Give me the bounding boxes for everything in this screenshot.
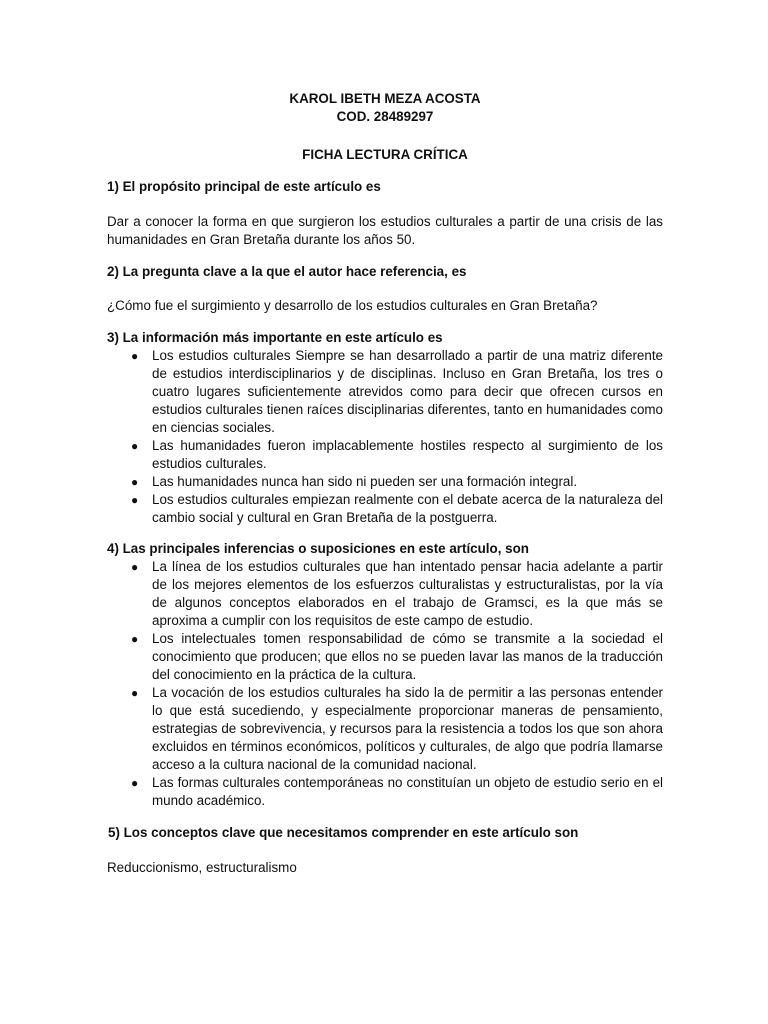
bullet-list-3 xyxy=(107,347,663,527)
list-item xyxy=(107,684,663,774)
section-text-2: ¿Cómo fue el surgimiento y desarrollo de los estudios culturales en Gran Bretaña? xyxy=(107,298,598,313)
list-item xyxy=(107,630,663,684)
list-item xyxy=(107,347,663,437)
list-item-text: Los intelectuales tomen responsabilidad de cómo se transmite a la sociedad el conocimiento que producen; que ellos no se pueden lavar las manos de la traducción del conocimiento en la práctica de la cultura. xyxy=(152,631,663,682)
list-item-text: Las humanidades nunca han sido ni pueden ser una formación integral. xyxy=(152,474,578,489)
list-item xyxy=(107,473,663,491)
list-item xyxy=(107,774,663,810)
document-title: FICHA LECTURA CRÍTICA xyxy=(302,147,468,162)
list-item-text: Los estudios culturales empiezan realmente con el debate acerca de la naturaleza del cambio social y cultural en Gran Bretaña de la postguerra. xyxy=(152,492,663,525)
list-item-text: La línea de los estudios culturales que han intentado pensar hacia adelante a partir de los mejores elementos de los esfuerzos culturalistas y estructuralistas, por la vía de algunos conceptos elaborados en el trabajo de Gramsci, es la que más se aproxima a cumplir con los requisitos de este campo de estudio. xyxy=(152,559,663,628)
author-name: KAROL IBETH MEZA ACOSTA xyxy=(289,91,481,106)
bullet-icon: ● xyxy=(131,776,139,790)
document-page xyxy=(107,90,663,877)
bullet-icon: ● xyxy=(131,632,139,646)
bullet-list-4 xyxy=(107,558,663,810)
bullet-icon: ● xyxy=(131,475,139,489)
list-item-text: Las formas culturales contemporáneas no constituían un objeto de estudio serio en el mundo académico. xyxy=(152,775,663,808)
section-heading-2: 2) La pregunta clave a la que el autor hace referencia, es xyxy=(107,264,467,279)
bullet-icon: ● xyxy=(131,493,139,507)
section-heading-1: 1) El propósito principal de este artículo es xyxy=(107,179,381,194)
section-heading-4: 4) Las principales inferencias o suposiciones en este artículo, son xyxy=(107,541,529,556)
section-heading-3: 3) La información más importante en este artículo es xyxy=(107,330,443,345)
list-item xyxy=(107,558,663,630)
bullet-icon: ● xyxy=(131,349,139,363)
bullet-icon: ● xyxy=(131,560,139,574)
list-item-text: Las humanidades fueron implacablemente hostiles respecto al surgimiento de los estudios culturales. xyxy=(152,438,663,471)
section-text-5: Reduccionismo, estructuralismo xyxy=(107,860,297,875)
bullet-icon: ● xyxy=(131,686,139,700)
student-code: COD. 28489297 xyxy=(336,109,434,124)
list-item-text: Los estudios culturales Siempre se han desarrollado a partir de una matriz diferente de estudios interdisciplinarios y de disciplinas. Incluso en Gran Bretaña, los tres o cuatro lugares suficientemente atrevidos como para decir que ofrecen cursos en estudios culturales tienen raíces disciplinarias diferentes, tanto en humanidades como en ciencias sociales. xyxy=(152,348,663,435)
list-item xyxy=(107,437,663,473)
section-text-1: Dar a conocer la forma en que surgieron los estudios culturales a partir de una crisis de las humanidades en Gran Bretaña durante los años 50. xyxy=(107,214,663,247)
bullet-icon: ● xyxy=(131,439,139,453)
list-item xyxy=(107,491,663,527)
section-heading-5: 5) Los conceptos clave que necesitamos comprender en este artículo son xyxy=(108,825,579,840)
list-item-text: La vocación de los estudios culturales ha sido la de permitir a las personas entender lo que está sucediendo, y especialmente proporcionar maneras de pensamiento, estrategias de sobrevivencia, y recursos para la resistencia a todos los que son ahora excluidos en términos económicos, políticos y culturales, de algo que podría llamarse acceso a la cultura nacional de la comunidad nacional. xyxy=(152,685,663,772)
